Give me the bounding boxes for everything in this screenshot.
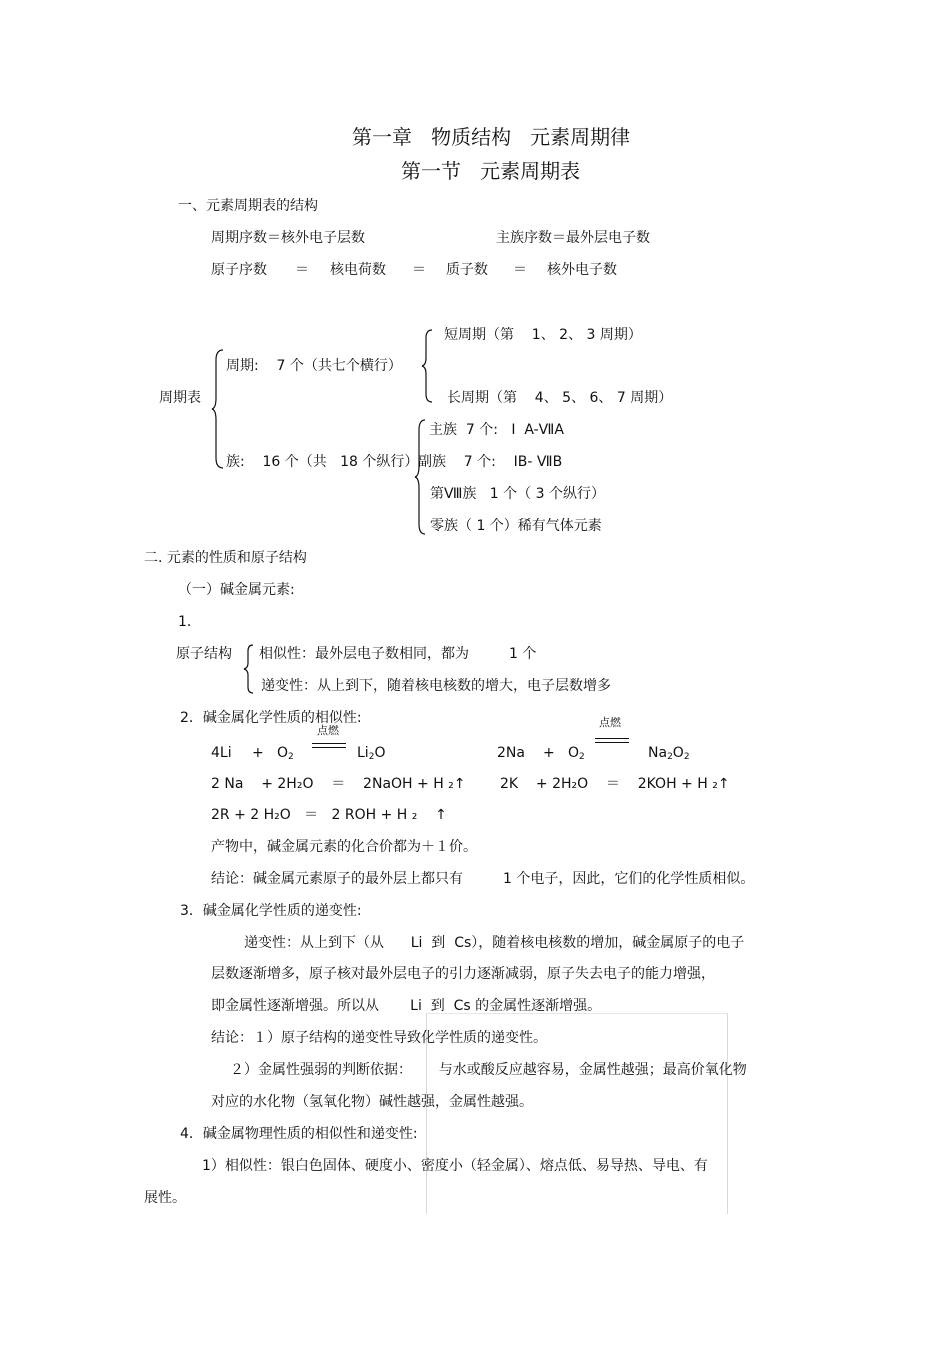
group8-node: 第Ⅷ族 1 个（ 3 个纵行）	[430, 486, 605, 502]
section-title: 第一节 元素周期表	[401, 159, 581, 183]
equals-sign: ＝	[295, 262, 309, 278]
eq2-oxygen: O2	[568, 745, 585, 762]
eq1-reactant-li: 4Li	[211, 745, 232, 761]
product-note: 产物中，碱金属元素的化合价都为＋１价。	[211, 839, 477, 855]
period-node: 周期: 7 个（共七个横行）	[226, 358, 402, 374]
conclusion-similarity: 结论：碱金属元素原子的最外层上都只有 1 个电子，因此，它们的化学性质相似。	[211, 871, 755, 887]
atomic-structure-brace	[243, 643, 255, 695]
item1-number: 1．	[178, 614, 201, 630]
proton-number-term: 质子数	[446, 262, 488, 278]
group-brace	[414, 418, 428, 536]
eq5: 2R + 2 H₂O ＝ 2 ROH + H ₂ ↑	[211, 807, 447, 823]
chapter-title: 第一章 物质结构 元素周期律	[352, 125, 631, 149]
nuclear-charge-term: 核电荷数	[330, 262, 386, 278]
long-period-node: 长周期（第 4、 5、 6、 7 周期）	[447, 390, 673, 406]
atomic-number-term: 原子序数	[211, 262, 267, 278]
short-period-node: 短周期（第 1、 2、 3 周期）	[444, 327, 642, 343]
reaction-bar	[312, 743, 346, 744]
eq2-reactant-na: 2Na	[497, 745, 525, 761]
reaction-bar	[595, 738, 629, 739]
main-brace	[211, 348, 227, 470]
period-brace	[421, 328, 435, 404]
eq1-oxygen: O2	[277, 745, 294, 762]
part1-heading: 一、元素周期表的结构	[178, 198, 318, 214]
gradation-text: 递变性：从上到下，随着核电核数的增大，电子层数增多	[261, 678, 611, 694]
main-group-rule: 主族序数＝最外层电子数	[496, 230, 650, 246]
item4-heading: 4．碱金属物理性质的相似性和递变性:	[180, 1126, 418, 1142]
gradation-paragraph-line3: 即金属性逐渐增强。所以从 Li 到 Cs 的金属性逐渐增强。	[211, 998, 602, 1014]
reaction-bar	[595, 742, 629, 743]
atomic-structure-label: 原子结构	[176, 646, 232, 662]
main-group-node: 主族 7 个: Ⅰ A-ⅦA	[429, 422, 564, 438]
similarity-text: 相似性：最外层电子数相同，都为 1 个	[259, 646, 537, 662]
eq4: 2K + 2H₂O ＝ 2KOH + H ₂↑	[500, 776, 730, 792]
conclusion-gradation-2: ２）金属性强弱的判断依据： 与水或酸反应越容易，金属性越强；最高价氧化物	[230, 1062, 747, 1078]
eq3: 2 Na + 2H₂O ＝ 2NaOH + H ₂↑	[211, 776, 466, 792]
periodic-table-root: 周期表	[159, 390, 201, 406]
conclusion-gradation-1: 结论：１）原子结构的递变性导致化学性质的递变性。	[211, 1030, 547, 1046]
ignite-label: 点燃	[599, 716, 621, 729]
item3-heading: 3．碱金属化学性质的递变性:	[180, 903, 362, 919]
ignite-label: 点燃	[317, 724, 339, 737]
gradation-paragraph-line1: 递变性：从上到下（从 Li 到 Cs），随着核电核数的增加，碱金属原子的电子	[244, 935, 745, 951]
physical-similarity-line1: 1）相似性：银白色固体、硬度小、密度小（轻金属）、熔点低、易导热、导电、有	[202, 1158, 708, 1174]
item2-heading: 2．碱金属化学性质的相似性:	[180, 710, 362, 726]
period-number-rule: 周期序数＝核外电子层数	[211, 230, 365, 246]
gradation-paragraph-line2: 层数逐渐增多，原子核对最外层电子的引力逐渐减弱，原子失去电子的能力增强，	[211, 966, 715, 982]
group-node: 族: 16 个（共 18 个纵行）	[226, 454, 419, 470]
eq1-plus: +	[252, 745, 264, 761]
sub-group-node: 副族 7 个: IB- ⅦB	[418, 454, 563, 470]
conclusion-gradation-3: 对应的水化物（氢氧化物）碱性越强，金属性越强。	[211, 1094, 533, 1110]
alkali-metals-heading: （一）碱金属元素:	[178, 582, 295, 598]
physical-similarity-line2: 展性。	[144, 1190, 186, 1206]
reaction-bar	[312, 747, 346, 748]
group0-node: 零族（ 1 个）稀有气体元素	[430, 518, 602, 534]
equals-sign: ＝	[513, 262, 527, 278]
eq1-product: Li2O	[357, 745, 386, 762]
eq2-plus: +	[543, 745, 555, 761]
equals-sign: ＝	[412, 262, 426, 278]
part2-heading: 二. 元素的性质和原子结构	[144, 550, 307, 566]
electron-count-term: 核外电子数	[547, 262, 617, 278]
eq2-product: Na2O2	[648, 745, 690, 762]
